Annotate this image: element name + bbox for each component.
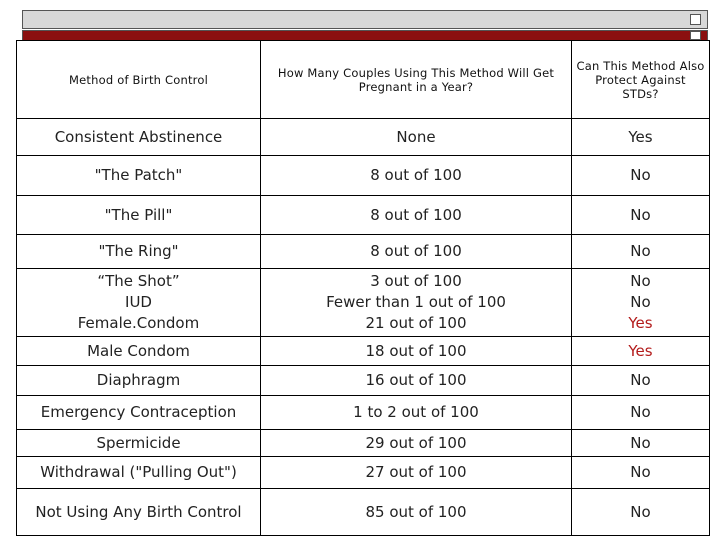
cell-pregnancy-rate: 8 out of 100 (261, 196, 572, 235)
cell-std-protection: No (630, 272, 651, 290)
cell-method: Emergency Contraception (17, 396, 261, 430)
cell-std-protection: No (572, 430, 710, 457)
birth-control-table (16, 40, 710, 536)
cell-std-protection: No (572, 366, 710, 396)
cell-pregnancy-rate: 18 out of 100 (261, 337, 572, 366)
cell-std-protection: Yes (572, 119, 710, 156)
table-row (17, 196, 710, 235)
table-row (17, 489, 710, 536)
cell-method: “The Shot” (97, 272, 180, 290)
cell-std-protection: No (572, 489, 710, 536)
cell-method: Withdrawal ("Pulling Out") (17, 457, 261, 489)
table-row (17, 396, 710, 430)
cell-pregnancy-rate: Fewer than 1 out of 100 (326, 293, 506, 311)
cell-std-protection: Yes (572, 337, 710, 366)
cell-method: IUD (125, 293, 152, 311)
accent-bar-square-icon (690, 31, 701, 40)
table-row (17, 337, 710, 366)
cell-method-group (17, 269, 261, 337)
table-row (17, 430, 710, 457)
header-pregnancy-rate: How Many Couples Using This Method Will Get Pregnant in a Year? (261, 41, 572, 119)
cell-std-protection: No (572, 156, 710, 196)
title-bar-square-icon (690, 14, 701, 25)
cell-method: Diaphragm (17, 366, 261, 396)
table-row (17, 156, 710, 196)
table-row (17, 366, 710, 396)
table-header-row (17, 41, 710, 119)
header-method: Method of Birth Control (17, 41, 261, 119)
title-bar (22, 10, 708, 29)
cell-method: Consistent Abstinence (17, 119, 261, 156)
cell-std-protection: No (572, 235, 710, 269)
table-row (17, 457, 710, 489)
cell-pregnancy-rate: 3 out of 100 (370, 272, 462, 290)
cell-std-protection: No (572, 457, 710, 489)
cell-pregnancy-rate: 8 out of 100 (261, 156, 572, 196)
cell-pregnancy-rate: 16 out of 100 (261, 366, 572, 396)
cell-pregnancy-group (261, 269, 572, 337)
cell-pregnancy-rate: 85 out of 100 (261, 489, 572, 536)
cell-std-protection: No (572, 396, 710, 430)
cell-pregnancy-rate: 21 out of 100 (365, 314, 467, 332)
cell-method: Female.Condom (77, 314, 200, 332)
table-row (17, 119, 710, 156)
header-std-protection: Can This Method Also Protect Against STDs? (572, 41, 710, 119)
cell-std-group (572, 269, 710, 337)
cell-pregnancy-rate: 29 out of 100 (261, 430, 572, 457)
cell-std-protection: Yes (628, 314, 653, 332)
cell-std-protection: No (630, 293, 651, 311)
cell-pregnancy-rate: 27 out of 100 (261, 457, 572, 489)
cell-method: "The Ring" (17, 235, 261, 269)
cell-method: "The Pill" (17, 196, 261, 235)
cell-method: Not Using Any Birth Control (17, 489, 261, 536)
cell-pregnancy-rate: 1 to 2 out of 100 (261, 396, 572, 430)
cell-method: "The Patch" (17, 156, 261, 196)
cell-method: Male Condom (17, 337, 261, 366)
table-row-group (17, 269, 710, 337)
cell-pregnancy-rate: None (261, 119, 572, 156)
cell-method: Spermicide (17, 430, 261, 457)
table-row (17, 235, 710, 269)
cell-pregnancy-rate: 8 out of 100 (261, 235, 572, 269)
cell-std-protection: No (572, 196, 710, 235)
